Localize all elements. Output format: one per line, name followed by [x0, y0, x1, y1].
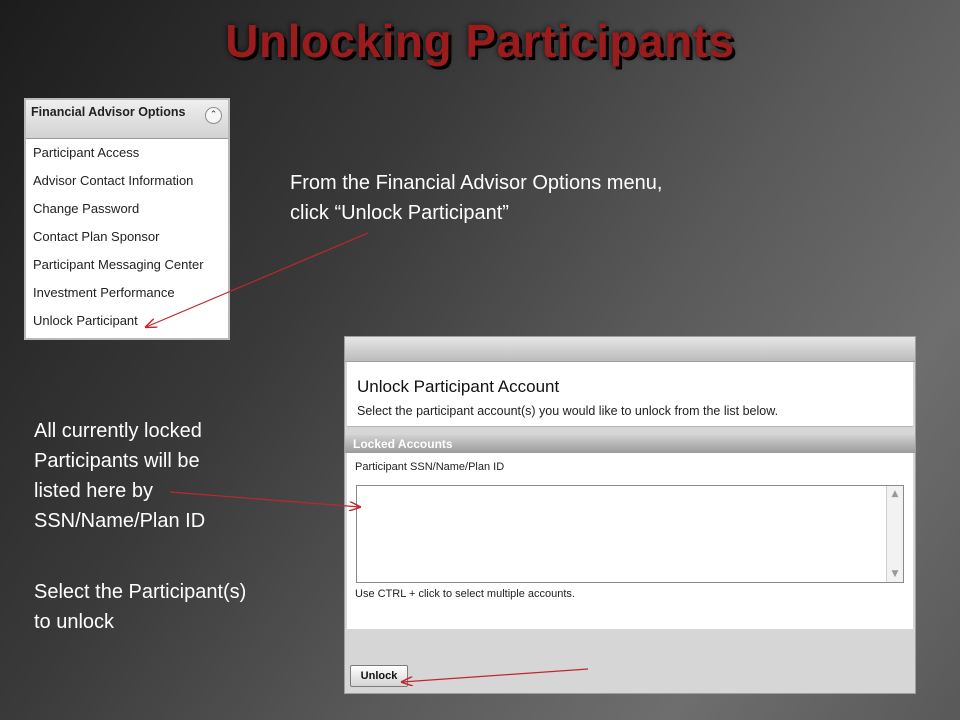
- scroll-down-icon[interactable]: ▼: [891, 569, 899, 579]
- menu-item-unlock-participant[interactable]: Unlock Participant: [33, 313, 138, 328]
- step2-line1: All currently locked: [34, 420, 202, 442]
- unlock-button[interactable]: Unlock: [350, 665, 408, 687]
- menu-title: Financial Advisor Options: [31, 105, 186, 119]
- locked-accounts-header: Locked Accounts: [345, 435, 915, 453]
- menu-item-contact-plan-sponsor[interactable]: Contact Plan Sponsor: [33, 229, 160, 244]
- step1-line2: click “Unlock Participant”: [290, 202, 509, 224]
- slide-title: Unlocking Participants: [225, 15, 735, 67]
- arrow-to-unlock-button: [402, 669, 588, 682]
- multi-select-hint: Use CTRL + click to select multiple accounts.: [355, 588, 575, 600]
- menu-item-advisor-contact-information[interactable]: Advisor Contact Information: [33, 173, 194, 188]
- participant-list-label: Participant SSN/Name/Plan ID: [355, 461, 505, 473]
- double-chevron-up-icon[interactable]: ⌃: [205, 107, 222, 124]
- step3-line1: Select the Participant(s): [34, 581, 247, 603]
- step1-line1: From the Financial Advisor Options menu,: [290, 172, 663, 194]
- unlock-account-description: Select the participant account(s) you would like to unlock from the list below.: [357, 404, 779, 418]
- unlock-account-title: Unlock Participant Account: [357, 377, 560, 396]
- step2-line2: Participants will be: [34, 450, 200, 472]
- step2-line3: listed here by: [34, 480, 153, 502]
- step3-line2: to unlock: [34, 611, 115, 633]
- arrow-to-listbox: [170, 492, 360, 507]
- menu-item-participant-access[interactable]: Participant Access: [33, 145, 140, 160]
- scroll-up-icon[interactable]: ▲: [891, 489, 899, 499]
- menu-item-investment-performance[interactable]: Investment Performance: [33, 285, 175, 300]
- menu-item-participant-messaging-center[interactable]: Participant Messaging Center: [33, 257, 204, 272]
- menu-item-change-password[interactable]: Change Password: [33, 201, 140, 216]
- step2-line4: SSN/Name/Plan ID: [34, 510, 206, 532]
- arrow-to-unlock-participant: [146, 233, 368, 327]
